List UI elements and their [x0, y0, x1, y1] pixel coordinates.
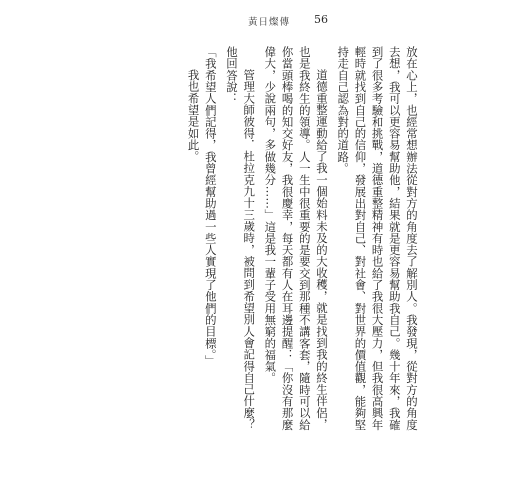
closing-paragraph: 我也希望是如此。	[186, 68, 201, 162]
running-title: 黃日燦傳	[248, 17, 291, 28]
paragraph-3: 管理大師彼得．杜拉克九十三歲時，被問到希望別人會記得自己什麼？他回答說：	[224, 46, 257, 430]
paragraph-1: 放在心上，也經常想辦法從對方的角度去了解別人。我發現，從對方的角度去想，我可以更容易幫助他，結果就是更容易幫助我自己。幾十年來，我確到了很多考驗和挑戰，道德重整精神有時也給了我很大壓力，但我很高興年輕時就找到自己的信仰，發展出對自己、對社會、對世界的價值觀，能夠堅持走自己認為對的道路。	[336, 46, 419, 431]
paragraph-2: 道德重整運動給了我一個始料未及的大收穫，就是找到我的終生伴侶，也是我終生的領導。人一生中很重要的是要交到那種不講客套，隨時可以給你當頭棒喝的知交好友，我很慶幸，每天都有人在耳邊提醒：「你沒有那麼偉大，少說兩句，多做幾分……」這是我一輩子受用無窮的福氣。	[263, 46, 329, 431]
body-text-column	[186, 46, 420, 436]
quote-paragraph: 「我希望人們記得，我曾經幫助過一些人實現了他們的目標。」	[203, 46, 218, 367]
page-number: 56	[314, 13, 328, 26]
